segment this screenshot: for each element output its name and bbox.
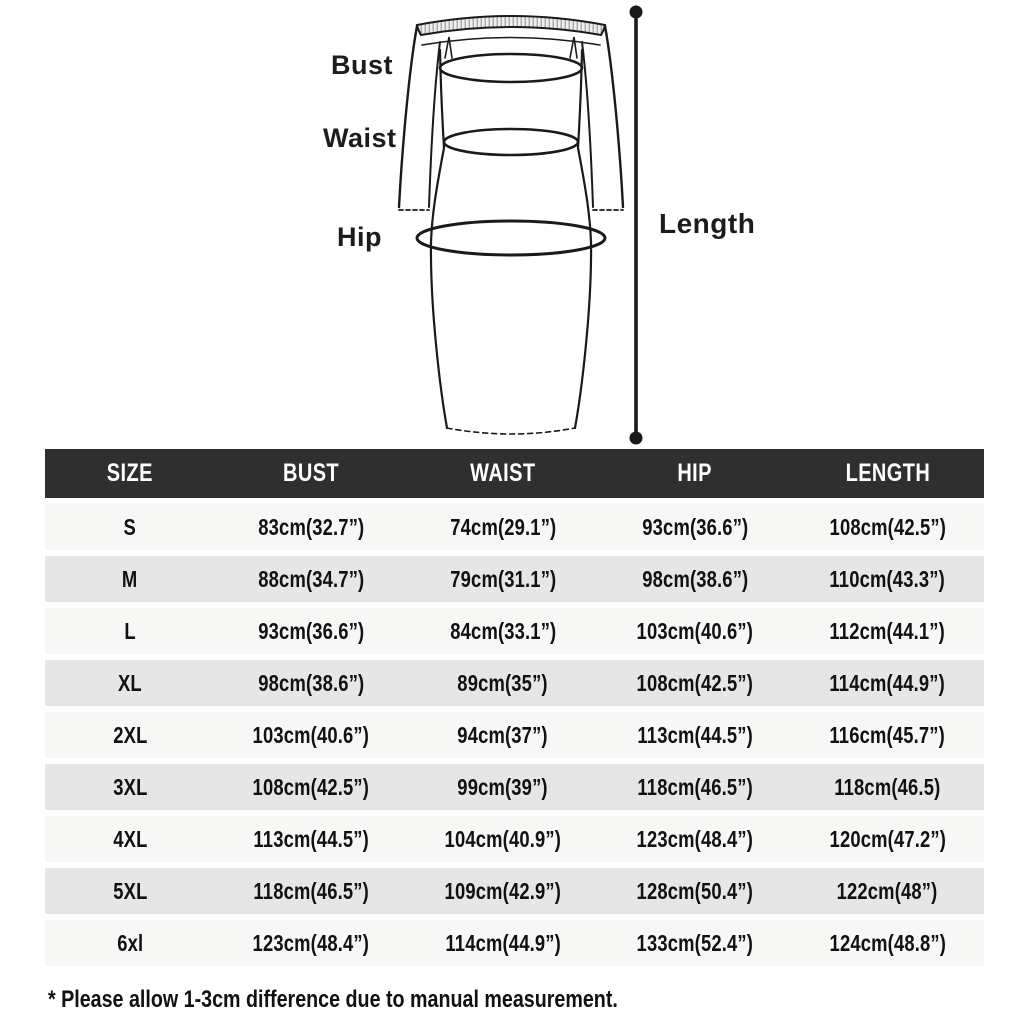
cell-waist: 74cm(29.1”) bbox=[449, 513, 557, 540]
cell-hip: 113cm(44.5”) bbox=[637, 721, 753, 748]
bust-ellipse bbox=[440, 54, 582, 82]
cell-length: 114cm(44.9”) bbox=[829, 669, 946, 696]
cell-waist: 109cm(42.9”) bbox=[444, 877, 562, 904]
cell-bust: 83cm(32.7”) bbox=[257, 513, 365, 540]
cell-bust: 113cm(44.5”) bbox=[253, 825, 369, 852]
hip-ellipse bbox=[417, 221, 605, 255]
cell-bust: 118cm(46.5”) bbox=[253, 877, 369, 904]
cell-length: 124cm(48.8”) bbox=[829, 929, 946, 956]
hip-label: Hip bbox=[337, 222, 382, 252]
header-length: LENGTH bbox=[845, 459, 930, 487]
table-row bbox=[45, 608, 984, 654]
header-bust: BUST bbox=[282, 459, 340, 487]
cell-waist: 79cm(31.1”) bbox=[449, 565, 557, 592]
cell-size: 6xl bbox=[116, 929, 144, 956]
cell-length: 108cm(42.5”) bbox=[829, 513, 946, 540]
cell-size: S bbox=[123, 513, 137, 540]
cell-hip: 123cm(48.4”) bbox=[636, 825, 754, 852]
header-hip: HIP bbox=[677, 459, 713, 487]
table-row bbox=[45, 816, 984, 862]
cell-hip: 98cm(38.6”) bbox=[641, 565, 749, 592]
cell-bust: 123cm(48.4”) bbox=[252, 929, 370, 956]
cell-length: 120cm(47.2”) bbox=[829, 825, 946, 852]
cell-size: 5XL bbox=[112, 877, 148, 904]
cell-bust: 98cm(38.6”) bbox=[257, 669, 365, 696]
cell-size: 2XL bbox=[112, 721, 148, 748]
table-header-row bbox=[45, 449, 984, 498]
cell-size: 3XL bbox=[112, 773, 148, 800]
waist-ellipse bbox=[444, 129, 578, 155]
cell-length: 110cm(43.3”) bbox=[829, 565, 946, 592]
neckline-band bbox=[417, 16, 605, 35]
length-measure-line bbox=[630, 6, 643, 445]
cell-size: XL bbox=[118, 669, 142, 696]
table-row bbox=[45, 504, 984, 550]
bust-label: Bust bbox=[331, 50, 393, 80]
table-row bbox=[45, 764, 984, 810]
cell-bust: 103cm(40.6”) bbox=[252, 721, 370, 748]
dress-diagram bbox=[0, 0, 1024, 450]
cell-length: 118cm(46.5) bbox=[834, 773, 941, 800]
table-row bbox=[45, 712, 984, 758]
cell-size: L bbox=[124, 617, 136, 644]
cell-hip: 93cm(36.6”) bbox=[641, 513, 749, 540]
cell-hip: 118cm(46.5”) bbox=[637, 773, 753, 800]
table-row bbox=[45, 556, 984, 602]
table-row bbox=[45, 868, 984, 914]
cell-hip: 128cm(50.4”) bbox=[636, 877, 754, 904]
cell-length: 122cm(48”) bbox=[837, 877, 938, 904]
cell-length: 116cm(45.7”) bbox=[829, 721, 946, 748]
cell-size: 4XL bbox=[112, 825, 148, 852]
table-row bbox=[45, 660, 984, 706]
table-body bbox=[45, 504, 984, 966]
length-label: Length bbox=[659, 208, 756, 239]
measurement-footnote: * Please allow 1-3cm difference due to manual measurement. bbox=[48, 986, 618, 1013]
table-row bbox=[45, 920, 984, 966]
header-waist: WAIST bbox=[470, 459, 536, 487]
cell-hip: 103cm(40.6”) bbox=[636, 617, 754, 644]
cell-hip: 133cm(52.4”) bbox=[636, 929, 754, 956]
cell-length: 112cm(44.1”) bbox=[829, 617, 946, 644]
size-table bbox=[45, 449, 984, 966]
header-size: SIZE bbox=[106, 459, 154, 487]
cell-waist: 84cm(33.1”) bbox=[449, 617, 557, 644]
cell-bust: 88cm(34.7”) bbox=[257, 565, 365, 592]
dress-line-art bbox=[399, 6, 643, 445]
cell-waist: 99cm(39”) bbox=[457, 773, 549, 800]
cell-waist: 89cm(35”) bbox=[457, 669, 549, 696]
cell-waist: 114cm(44.9”) bbox=[445, 929, 561, 956]
cell-size: M bbox=[122, 565, 138, 592]
cell-bust: 93cm(36.6”) bbox=[257, 617, 365, 644]
waist-label: Waist bbox=[323, 123, 397, 153]
cell-hip: 108cm(42.5”) bbox=[636, 669, 754, 696]
cell-waist: 94cm(37”) bbox=[457, 721, 549, 748]
cell-waist: 104cm(40.9”) bbox=[444, 825, 562, 852]
cell-bust: 108cm(42.5”) bbox=[252, 773, 370, 800]
